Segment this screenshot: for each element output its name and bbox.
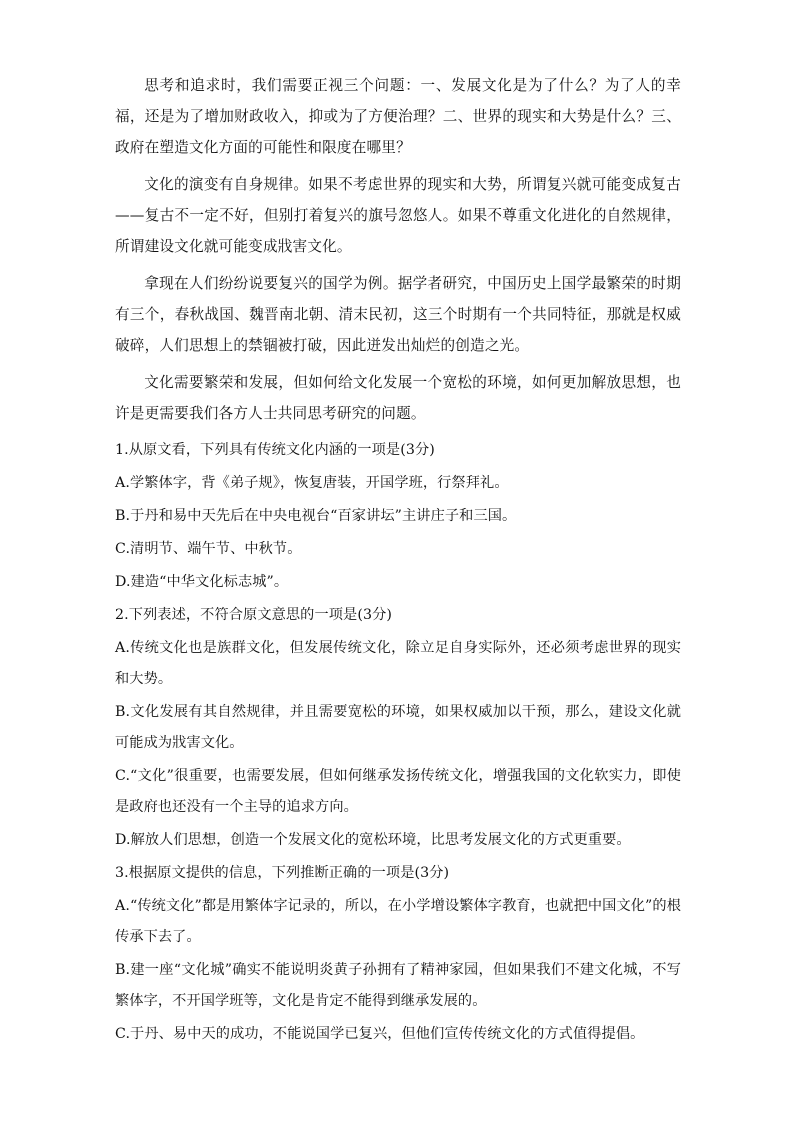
question-3-option-c: C.于丹、易中天的成功，不能说国学已复兴，但他们宣传传统文化的方式值得提倡。 <box>115 1026 645 1042</box>
document-page <box>115 70 681 1052</box>
passage-paragraph-2: 文化的演变有自身规律。如果不考虑世界的现实和大势，所谓复兴就可能变成复古——复古不一定不好，但别打着复兴的旗号忽悠人。如果不尊重文化进化的自然规律，所谓建设文化就可能变成戕害文化。 <box>115 176 681 255</box>
question-3-option-a: A.“传统文化”都是用繁体字记录的，所以，在小学增设繁体字教育，也就把中国文化”的根传承下去了。 <box>115 898 681 945</box>
passage-paragraph-4: 文化需要繁荣和发展，但如何给文化发展一个宽松的环境，如何更加解放思想，也许是更需要我们各方人士共同思考研究的问题。 <box>115 374 681 422</box>
passage-paragraph-1: 思考和追求时，我们需要正视三个问题：一、发展文化是为了什么？为了人的幸福，还是为了增加财政收入，抑或为了方便治理？二、世界的现实和大势是什么？三、政府在塑造文化方面的可能性和限度在哪里？ <box>115 77 681 156</box>
passage-paragraph-3: 拿现在人们纷纷说要复兴的国学为例。据学者研究，中国历史上国学最繁荣的时期有三个，春秋战国、魏晋南北朝、清末民初，这三个时期有一个共同特征，那就是权威破碎，人们思想上的禁锢被打破，因此迸发出灿烂的创造之光。 <box>115 275 681 354</box>
question-2-option-a: A.传统文化也是族群文化，但发展传统文化，除立足自身实际外，还必须考虑世界的现实和大势。 <box>115 640 681 687</box>
question-2-option-b: B.文化发展有其自然规律，并且需要宽松的环境，如果权威加以干预，那么，建设文化就可能成为戕害文化。 <box>115 704 681 751</box>
question-1-stem: 1.从原文看，下列具有传统文化内涵的一项是(3分) <box>115 442 435 458</box>
question-3-stem: 3.根据原文提供的信息，下列推断正确的一项是(3分) <box>115 865 450 881</box>
question-1-option-b: B.于丹和易中天先后在中央电视台“百家讲坛”主讲庄子和三国。 <box>115 508 517 524</box>
question-2-stem: 2.下列表述，不符合原文意思的一项是(3分) <box>115 607 393 623</box>
question-1-option-d: D.建造“中华文化标志城”。 <box>115 574 289 590</box>
question-1-option-c: C.清明节、端午节、中秋节。 <box>115 541 302 557</box>
question-2-option-d: D.解放人们思想，创造一个发展文化的宽松环境，比思考发展文化的方式更重要。 <box>115 832 631 848</box>
question-3-option-b: B.建一座“文化城”确实不能说明炎黄子孙拥有了精神家园，但如果我们不建文化城，不写繁体字，不开国学班等，文化是肯定不能得到继承发展的。 <box>115 962 681 1009</box>
question-1-option-a: A.学繁体字，背《弟子规》，恢复唐装，开国学班，行祭拜礼。 <box>115 475 509 491</box>
question-2-option-c: C.“文化”很重要，也需要发展，但如何继承发扬传统文化，增强我国的文化软实力，即使是政府也还没有一个主导的追求方向。 <box>115 768 681 815</box>
